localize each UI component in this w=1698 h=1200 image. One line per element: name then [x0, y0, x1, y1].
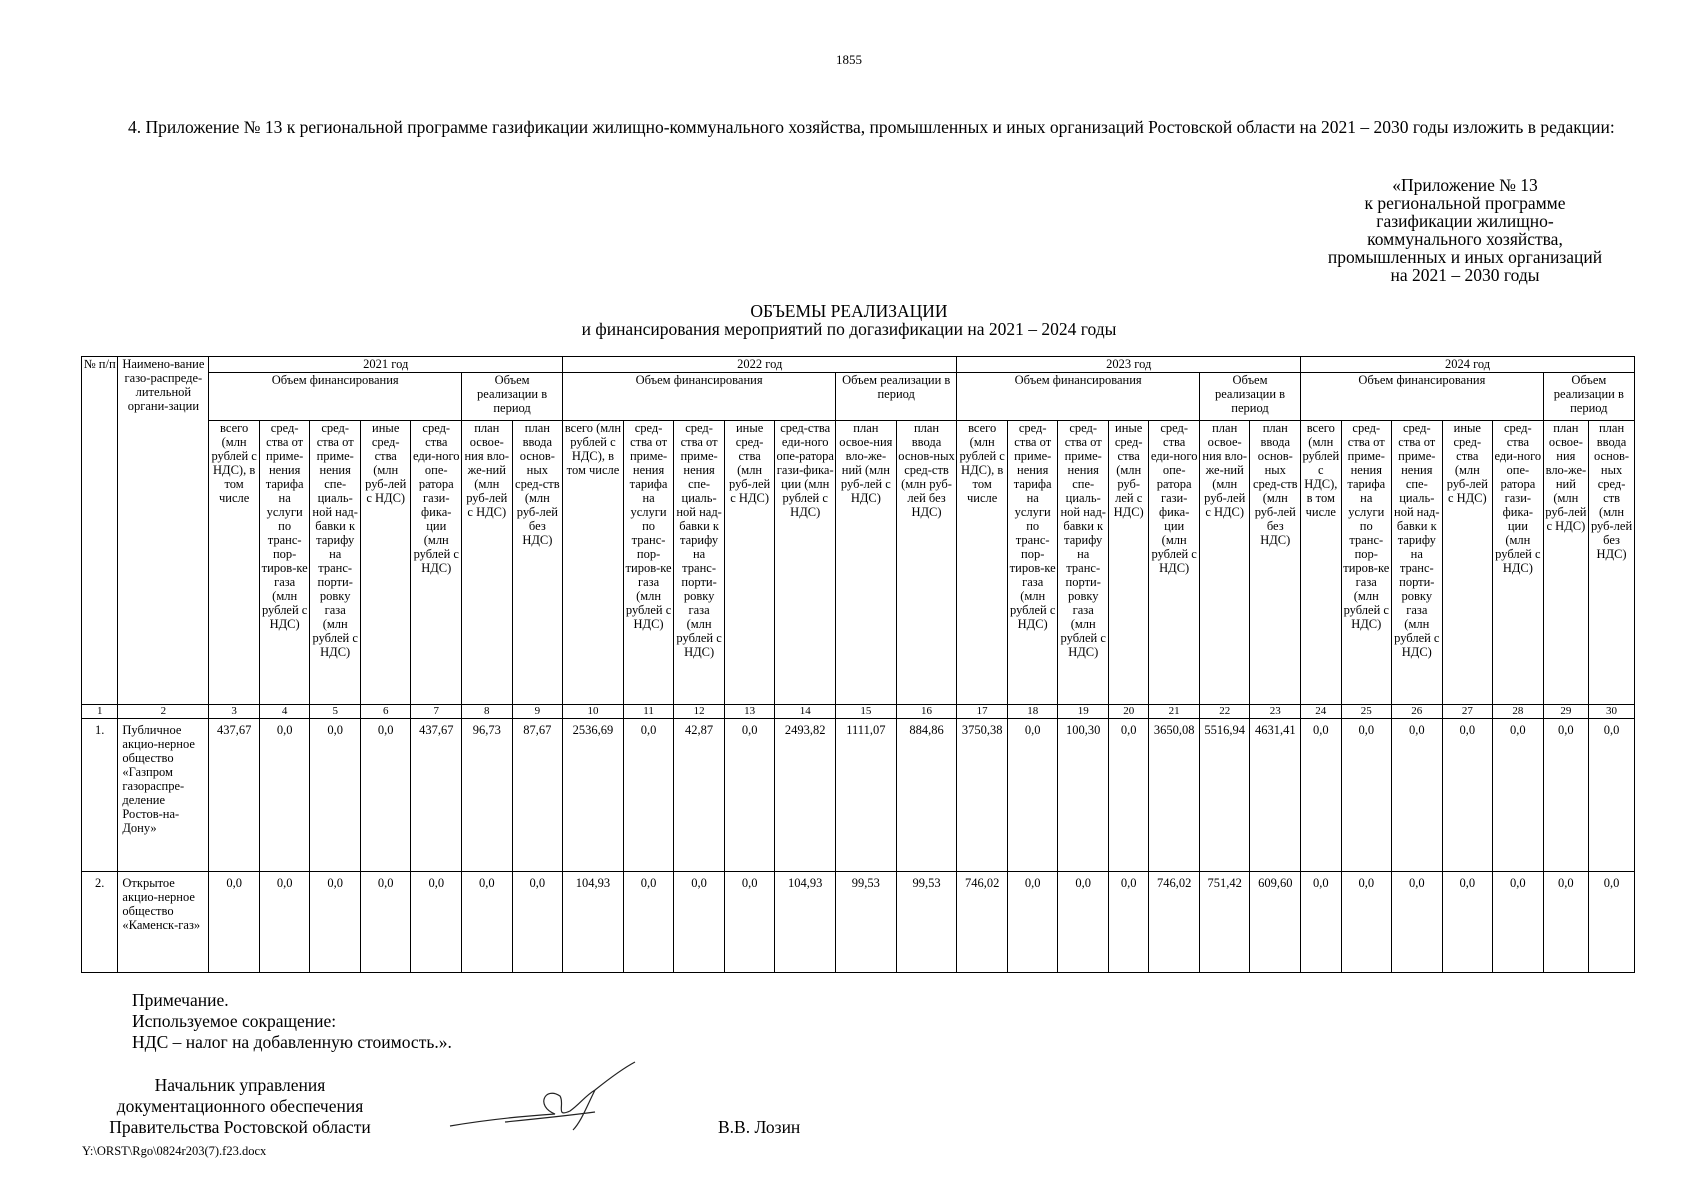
column-number: 7	[411, 705, 462, 719]
page-number: 1855	[836, 52, 862, 67]
column-number: 6	[360, 705, 411, 719]
row-number: 1.	[82, 719, 118, 872]
table-cell: 4631,41	[1250, 719, 1301, 872]
header-assets-plan: план ввода основ-ных сред-ств (млн руб-лей без НДС)	[1589, 421, 1635, 705]
table-cell: 99,53	[836, 872, 897, 973]
header-implementation: Объем реализации в период	[462, 373, 563, 421]
header-tariff-funds: сред-ства от приме-нения тарифа на услуги по транс-пор-тиров-ке газа (млн рублей с НДС)	[259, 421, 310, 705]
file-path: Y:\ORST\Rgo\0824r203(7).f23.docx	[82, 1144, 267, 1158]
table-cell: 0,0	[1007, 719, 1058, 872]
header-other-funds: иные сред-ства (млн руб-лей с НДС)	[1108, 421, 1148, 705]
table-cell: 0,0	[411, 872, 462, 973]
table-cell: 0,0	[310, 872, 361, 973]
signature-title-line: Начальник управления	[154, 1075, 326, 1095]
annex-header	[1300, 176, 1630, 284]
table-cell: 0,0	[1058, 872, 1109, 973]
header-surcharge-funds: сред-ства от приме-нения спе-циаль-ной над-бавки к тарифу на транс-порти-ровку газа (млн рублей с НДС)	[310, 421, 361, 705]
column-number: 20	[1108, 705, 1148, 719]
annex-line: на 2021 – 2030 годы	[1390, 265, 1540, 285]
header-operator-funds: сред-ства еди-ного опе-ратора гази-фика-ции (млн рублей с НДС)	[1493, 421, 1544, 705]
table-cell: 2536,69	[563, 719, 624, 872]
column-number: 19	[1058, 705, 1109, 719]
column-number: 24	[1301, 705, 1341, 719]
table-cell: 0,0	[1589, 719, 1635, 872]
table-cell: 0,0	[360, 719, 411, 872]
column-number: 3	[209, 705, 260, 719]
header-operator-funds: сред-ства еди-ного опе-ратора гази-фика-ции (млн рублей с НДС)	[775, 421, 836, 705]
table-cell: 0,0	[259, 872, 310, 973]
signature-title	[80, 1075, 400, 1138]
column-number: 18	[1007, 705, 1058, 719]
table-cell: 746,02	[957, 872, 1008, 973]
table-cell: 0,0	[1007, 872, 1058, 973]
column-number: 10	[563, 705, 624, 719]
column-number: 23	[1250, 705, 1301, 719]
annex-line: промышленных и иных организаций	[1327, 247, 1603, 267]
organization-name: Открытое акцио-нерное общество «Каменск-газ»	[118, 872, 209, 973]
header-surcharge-funds: сред-ства от приме-нения спе-циаль-ной над-бавки к тарифу на транс-порти-ровку газа (млн рублей с НДС)	[1058, 421, 1109, 705]
signature-name: В.В. Лозин	[718, 1117, 801, 1137]
column-number: 26	[1392, 705, 1443, 719]
table-cell: 0,0	[462, 872, 513, 973]
column-number: 4	[259, 705, 310, 719]
header-implementation: Объем реализации в период	[1199, 373, 1300, 421]
header-tariff-funds: сред-ства от приме-нения тарифа на услуги по транс-пор-тиров-ке газа (млн рублей с НДС)	[1007, 421, 1058, 705]
table-cell: 0,0	[1543, 872, 1588, 973]
table-cell: 746,02	[1149, 872, 1200, 973]
header-implementation: Объем реализации в период	[1543, 373, 1634, 421]
header-other-funds: иные сред-ства (млн руб-лей с НДС)	[360, 421, 411, 705]
table-cell: 3650,08	[1149, 719, 1200, 872]
table-cell: 0,0	[1543, 719, 1588, 872]
table-cell: 0,0	[1108, 719, 1148, 872]
column-number: 13	[724, 705, 775, 719]
table-row	[82, 872, 1635, 973]
table-cell: 104,93	[563, 872, 624, 973]
header-tariff-funds: сред-ства от приме-нения тарифа на услуги по транс-пор-тиров-ке газа (млн рублей с НДС)	[623, 421, 674, 705]
table-cell: 99,53	[896, 872, 957, 973]
table-cell: 0,0	[1108, 872, 1148, 973]
header-operator-funds: сред-ства еди-ного опе-ратора гази-фика-ции (млн рублей с НДС)	[1149, 421, 1200, 705]
table-cell: 0,0	[1341, 872, 1392, 973]
header-year-2024: 2024 год	[1301, 357, 1635, 373]
header-investment-plan: план освое-ния вло-же-ний (млн руб-лей с НДС)	[1543, 421, 1588, 705]
table-cell: 0,0	[1493, 719, 1544, 872]
table-cell: 0,0	[1442, 872, 1493, 973]
column-number: 29	[1543, 705, 1588, 719]
table-cell: 609,60	[1250, 872, 1301, 973]
column-number: 27	[1442, 705, 1493, 719]
header-total: всего (млн рублей с НДС), в том числе	[563, 421, 624, 705]
column-number: 5	[310, 705, 361, 719]
intro-paragraph: 4. Приложение № 13 к региональной программе газификации жилищно-коммунального хозяйства, промышленных и иных организаций Ростовской области на 2021 – 2030 годы изложить в редакции:	[128, 117, 1615, 137]
table-cell: 0,0	[209, 872, 260, 973]
header-total: всего (млн рублей с НДС), в том числе	[209, 421, 260, 705]
table-cell: 0,0	[1392, 872, 1443, 973]
header-financing: Объем финансирования	[563, 373, 836, 421]
header-assets-plan: план ввода основ-ных сред-ств (млн руб-лей без НДС)	[1250, 421, 1301, 705]
document-title: ОБЪЕМЫ РЕАЛИЗАЦИИ	[750, 301, 948, 321]
header-investment-plan: план освое-ния вло-же-ний (млн руб-лей с НДС)	[462, 421, 513, 705]
table-cell: 87,67	[512, 719, 563, 872]
table-cell: 96,73	[462, 719, 513, 872]
header-financing: Объем финансирования	[1301, 373, 1544, 421]
table-cell: 0,0	[360, 872, 411, 973]
table-cell: 1111,07	[836, 719, 897, 872]
table-cell: 100,30	[1058, 719, 1109, 872]
header-year-2023: 2023 год	[957, 357, 1301, 373]
table-cell: 0,0	[1442, 719, 1493, 872]
note-line: Используемое сокращение:	[132, 1011, 337, 1031]
document-subtitle: и финансирования мероприятий по догазификации на 2021 – 2024 годы	[581, 319, 1117, 339]
annex-line: газификации жилищно-	[1376, 211, 1554, 231]
header-no: № п/п	[82, 357, 118, 705]
table-cell: 3750,38	[957, 719, 1008, 872]
table-cell: 0,0	[724, 719, 775, 872]
table-cell: 0,0	[1301, 719, 1341, 872]
table-cell: 0,0	[1341, 719, 1392, 872]
column-number: 30	[1589, 705, 1635, 719]
table-row	[82, 719, 1635, 872]
notes	[132, 990, 452, 1053]
header-other-funds: иные сред-ства (млн руб-лей с НДС)	[724, 421, 775, 705]
table-cell: 104,93	[775, 872, 836, 973]
table-cell: 0,0	[1392, 719, 1443, 872]
signature-title-line: документационного обеспечения	[116, 1096, 364, 1116]
header-other-funds: иные сред-ства (млн руб-лей с НДС)	[1442, 421, 1493, 705]
organization-name: Публичное акцио-нерное общество «Газпром газораспре-деление Ростов-на-Дону»	[118, 719, 209, 872]
header-year-2022: 2022 год	[563, 357, 957, 373]
annex-line: «Приложение № 13	[1392, 175, 1538, 195]
header-total: всего (млн рублей с НДС), в том числе	[1301, 421, 1341, 705]
header-year-2021: 2021 год	[209, 357, 563, 373]
table-cell: 0,0	[674, 872, 725, 973]
header-surcharge-funds: сред-ства от приме-нения спе-циаль-ной над-бавки к тарифу на транс-порти-ровку газа (млн рублей с НДС)	[674, 421, 725, 705]
column-number: 16	[896, 705, 957, 719]
column-number: 22	[1199, 705, 1250, 719]
handwritten-signature	[445, 1056, 645, 1136]
table-cell: 0,0	[512, 872, 563, 973]
header-investment-plan: план освое-ния вло-же-ний (млн руб-лей с НДС)	[1199, 421, 1250, 705]
annex-line: коммунального хозяйства,	[1367, 229, 1563, 249]
header-operator-funds: сред-ства еди-ного опе-ратора гази-фика-ции (млн рублей с НДС)	[411, 421, 462, 705]
header-financing: Объем финансирования	[957, 373, 1200, 421]
table-cell: 437,67	[209, 719, 260, 872]
note-line: НДС – налог на добавленную стоимость.».	[132, 1032, 452, 1052]
column-number: 12	[674, 705, 725, 719]
table-cell: 0,0	[310, 719, 361, 872]
header-tariff-funds: сред-ства от приме-нения тарифа на услуги по транс-пор-тиров-ке газа (млн рублей с НДС)	[1341, 421, 1392, 705]
table-cell: 0,0	[724, 872, 775, 973]
header-implementation: Объем реализации в период	[836, 373, 957, 421]
table-cell: 0,0	[1589, 872, 1635, 973]
table-cell: 0,0	[623, 872, 674, 973]
column-number: 1	[82, 705, 118, 719]
annex-line: к региональной программе	[1364, 193, 1566, 213]
financing-table	[81, 356, 1635, 973]
column-number: 17	[957, 705, 1008, 719]
note-line: Примечание.	[132, 990, 229, 1010]
column-number: 15	[836, 705, 897, 719]
row-number: 2.	[82, 872, 118, 973]
table-cell: 0,0	[623, 719, 674, 872]
header-surcharge-funds: сред-ства от приме-нения спе-циаль-ной над-бавки к тарифу на транс-порти-ровку газа (млн рублей с НДС)	[1392, 421, 1443, 705]
table-cell: 437,67	[411, 719, 462, 872]
table-cell: 2493,82	[775, 719, 836, 872]
table-cell: 0,0	[1493, 872, 1544, 973]
header-organization: Наимено-вание газо-распреде-лительной органи-зации	[118, 357, 209, 705]
column-number: 8	[462, 705, 513, 719]
table-cell: 884,86	[896, 719, 957, 872]
column-number: 25	[1341, 705, 1392, 719]
header-total: всего (млн рублей с НДС), в том числе	[957, 421, 1008, 705]
column-number: 21	[1149, 705, 1200, 719]
table-cell: 0,0	[259, 719, 310, 872]
column-number: 14	[775, 705, 836, 719]
header-assets-plan: план ввода основ-ных сред-ств (млн руб-лей без НДС)	[896, 421, 957, 705]
table-cell: 751,42	[1199, 872, 1250, 973]
table-cell: 42,87	[674, 719, 725, 872]
column-numbers-row	[82, 705, 1635, 719]
column-number: 2	[118, 705, 209, 719]
header-financing: Объем финансирования	[209, 373, 462, 421]
column-number: 11	[623, 705, 674, 719]
column-number: 28	[1493, 705, 1544, 719]
table-cell: 0,0	[1301, 872, 1341, 973]
signature-title-line: Правительства Ростовской области	[109, 1117, 371, 1137]
column-number: 9	[512, 705, 563, 719]
header-investment-plan: план освое-ния вло-же-ний (млн руб-лей с НДС)	[836, 421, 897, 705]
table-cell: 5516,94	[1199, 719, 1250, 872]
header-assets-plan: план ввода основ-ных сред-ств (млн руб-лей без НДС)	[512, 421, 563, 705]
